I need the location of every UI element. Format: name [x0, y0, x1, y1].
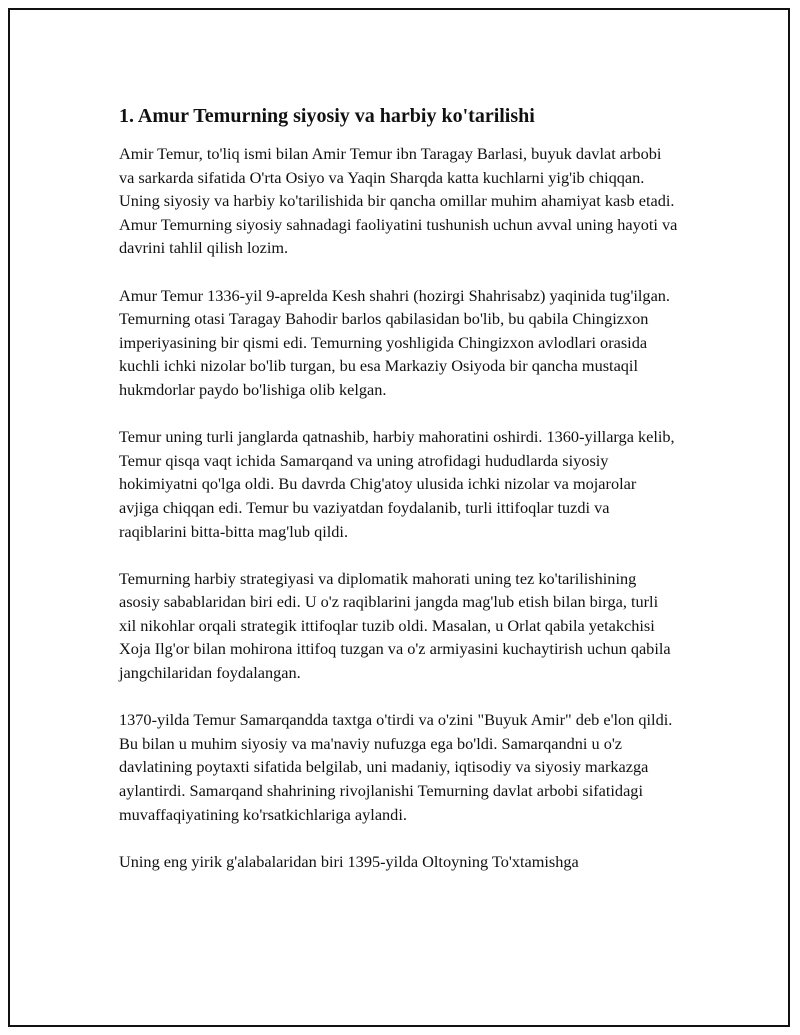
paragraph-3: Temur uning turli janglarda qatnashib, harbiy mahoratini oshirdi. 1360-yillarga kelib, Temur qisqa vaqt ichida Samarqand va uning atrofidagi hududlarda siyosiy hokimiyatni qo'lga oldi. Bu davrda Chig'atoy ulusida ichki nizolar va mojarolar avjiga chiqqan edi. Temur bu vaziyatdan foydalanib, turli ittifoqlar tuzdi va raqiblarini bitta-bitta mag'lub qildi.	[119, 427, 675, 541]
paragraph-5: 1370-yilda Temur Samarqandda taxtga o'tirdi va o'zini "Buyuk Amir" deb e'lon qildi. Bu bilan u muhim siyosiy va ma'naviy nufuzga ega bo'ldi. Samarqandni u o'z davlatining poytaxti sifatida belgilab, uni madaniy, iqtisodiy va siyosiy markazga aylantirdi. Samarqand shahrining rivojlanishi Temurning davlat arbobi sifatidagi muvaffaqiyatining ko'rsatkichlariga aylandi.	[119, 710, 673, 824]
paragraph-6: Uning eng yirik g'alabalaridan biri 1395-yilda Oltoyning To'xtamishga	[119, 851, 579, 871]
document-body	[119, 103, 679, 897]
section-title: 1. Amur Temurning siyosiy va harbiy ko'tarilishi	[119, 105, 535, 127]
paragraph-4: Temurning harbiy strategiyasi va diplomatik mahorati uning tez ko'tarilishining asosiy sabablaridan biri edi. U o'z raqiblarini jangda mag'lub etish bilan birga, turli xil nikohlar orqali strategik ittifoqlar tuzib oldi. Masalan, u Orlat qabila yetakchisi Xoja Ilg'or bilan mohirona ittifoq tuzgan va o'z armiyasini kuchaytirish uchun qabila jangchilaridan foydalangan.	[119, 568, 671, 683]
paragraph-1: Amir Temur, to'liq ismi bilan Amir Temur ibn Taragay Barlasi, buyuk davlat arbobi va sarkarda sifatida O'rta Osiyo va Yaqin Sharqda katta kuchlarni yig'ib chiqqan. Uning siyosiy va harbiy ko'tarilishida bir qancha omillar muhim ahamiyat kasb etadi. Amur Temurning siyosiy sahnadagi faoliyatini tushunish uchun avval uning hayoti va davrini tahlil qilish lozim.	[119, 144, 678, 258]
paragraph-2: Amur Temur 1336-yil 9-aprelda Kesh shahri (hozirgi Shahrisabz) yaqinida tug'ilgan. Temurning otasi Taragay Bahodir barlos qabilasidan bo'lib, bu qabila Chingizxon imperiyasining bir qismi edi. Temurning yoshligida Chingizxon avlodlari orasida kuchli ichki nizolar bo'lib turgan, bu esa Markaziy Osiyoda bir qancha mustaqil hukmdorlar paydo bo'lishiga olib kelgan.	[119, 285, 671, 399]
page-frame	[8, 8, 790, 1027]
